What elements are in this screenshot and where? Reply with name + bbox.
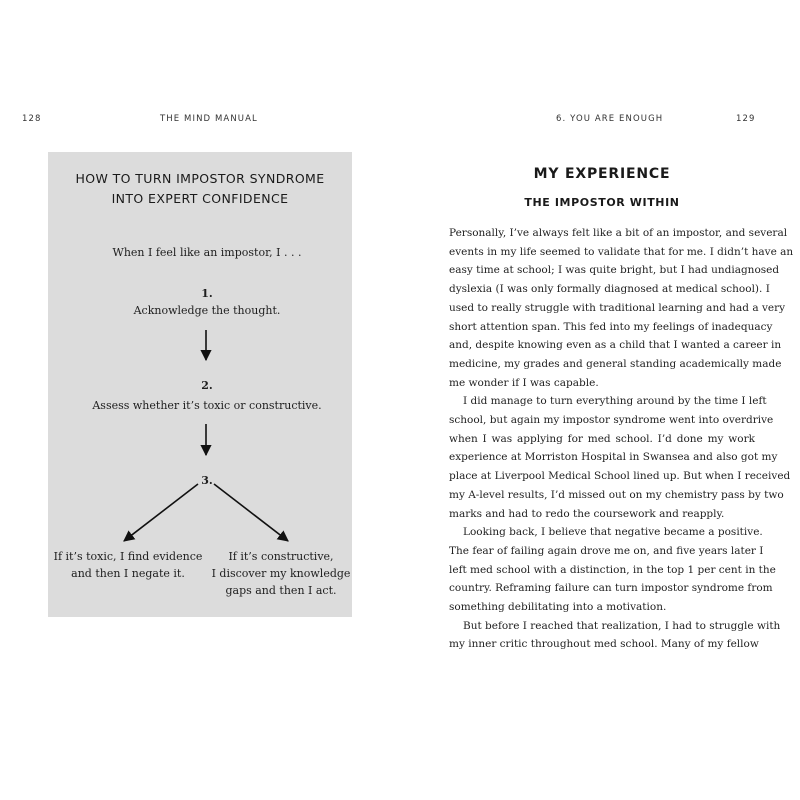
text-line: when I was applying for med school. I’d done my work bbox=[449, 432, 755, 445]
flow-arrows bbox=[48, 152, 352, 617]
text-line: I did manage to turn everything around by the time I left bbox=[463, 395, 767, 408]
text-line: short attention span. This fed into my feelings of inadequacy bbox=[449, 320, 773, 333]
text-line: experience at Morriston Hospital in Swansea and also got my bbox=[449, 451, 778, 464]
chapter-header: 6. YOU ARE ENOUGH bbox=[556, 114, 664, 124]
text-line: something debilitating into a motivation. bbox=[449, 601, 667, 614]
body-text bbox=[449, 224, 794, 654]
outcome-toxic-line: If it’s toxic, I find evidence bbox=[53, 550, 203, 563]
diagonal-arrow-right-icon bbox=[214, 484, 288, 541]
book-title-header: THE MIND MANUAL bbox=[160, 114, 258, 124]
diagonal-arrow-left-icon bbox=[124, 484, 198, 541]
text-line: school, but again my impostor syndrome went into overdrive bbox=[449, 414, 774, 427]
step-2-number: 2. bbox=[201, 379, 213, 392]
text-line: But before I reached that realization, I had to struggle with bbox=[463, 619, 781, 632]
text-line: events in my life seemed to validate that for me. I didn’t have an bbox=[449, 245, 794, 258]
outcome-constructive-line: gaps and then I act. bbox=[225, 584, 337, 597]
text-line: and, despite knowing even as a child that I wanted a career in bbox=[449, 339, 782, 352]
text-line: place at Liverpool Medical School lined up. But when I received bbox=[449, 470, 791, 483]
text-line: dyslexia (I was only formally diagnosed at medical school). I bbox=[449, 283, 770, 296]
text-line: Personally, I’ve always felt like a bit of an impostor, and several bbox=[449, 227, 788, 239]
section-heading: MY EXPERIENCE bbox=[533, 166, 671, 182]
outcome-constructive-line: If it’s constructive, bbox=[228, 550, 334, 563]
text-line: Looking back, I believe that negative became a positive. bbox=[463, 526, 763, 539]
text-line: easy time at school; I was quite bright, but I had undiagnosed bbox=[449, 264, 780, 277]
outcome-toxic-line: and then I negate it. bbox=[71, 567, 185, 580]
text-line: used to really struggle with traditional learning and had a very bbox=[449, 301, 786, 314]
text-line: my inner critic throughout med school. Many of my fellow bbox=[449, 638, 759, 651]
step-1-text: Acknowledge the thought. bbox=[133, 304, 281, 317]
text-line: The fear of failing again drove me on, and five years later I bbox=[449, 544, 764, 557]
step-2-text: Assess whether it’s toxic or constructive. bbox=[92, 399, 322, 412]
text-line: country. Reframing failure can turn impostor syndrome from bbox=[449, 582, 773, 595]
section-subheading: THE IMPOSTOR WITHIN bbox=[524, 196, 680, 209]
panel-title-line: INTO EXPERT CONFIDENCE bbox=[111, 191, 289, 206]
page-number-right: 129 bbox=[736, 114, 756, 124]
text-line: my A-level results, I’d missed out on my chemistry pass by two bbox=[449, 488, 784, 501]
step-3-number: 3. bbox=[201, 474, 213, 487]
step-1-number: 1. bbox=[201, 287, 213, 300]
text-line: left med school with a distinction, in the top 1 per cent in the bbox=[449, 563, 776, 576]
text-line: marks and had to redo the coursework and reapply. bbox=[449, 507, 725, 520]
impostor-syndrome-panel bbox=[48, 152, 352, 617]
text-line: me wonder if I was capable. bbox=[449, 376, 599, 389]
panel-title-line: HOW TO TURN IMPOSTOR SYNDROME bbox=[75, 171, 325, 186]
outcome-constructive-line: I discover my knowledge bbox=[211, 567, 351, 580]
panel-intro: When I feel like an impostor, I . . . bbox=[112, 246, 302, 259]
text-line: medicine, my grades and general standing academically made bbox=[449, 357, 782, 370]
page-number-left: 128 bbox=[22, 114, 42, 124]
